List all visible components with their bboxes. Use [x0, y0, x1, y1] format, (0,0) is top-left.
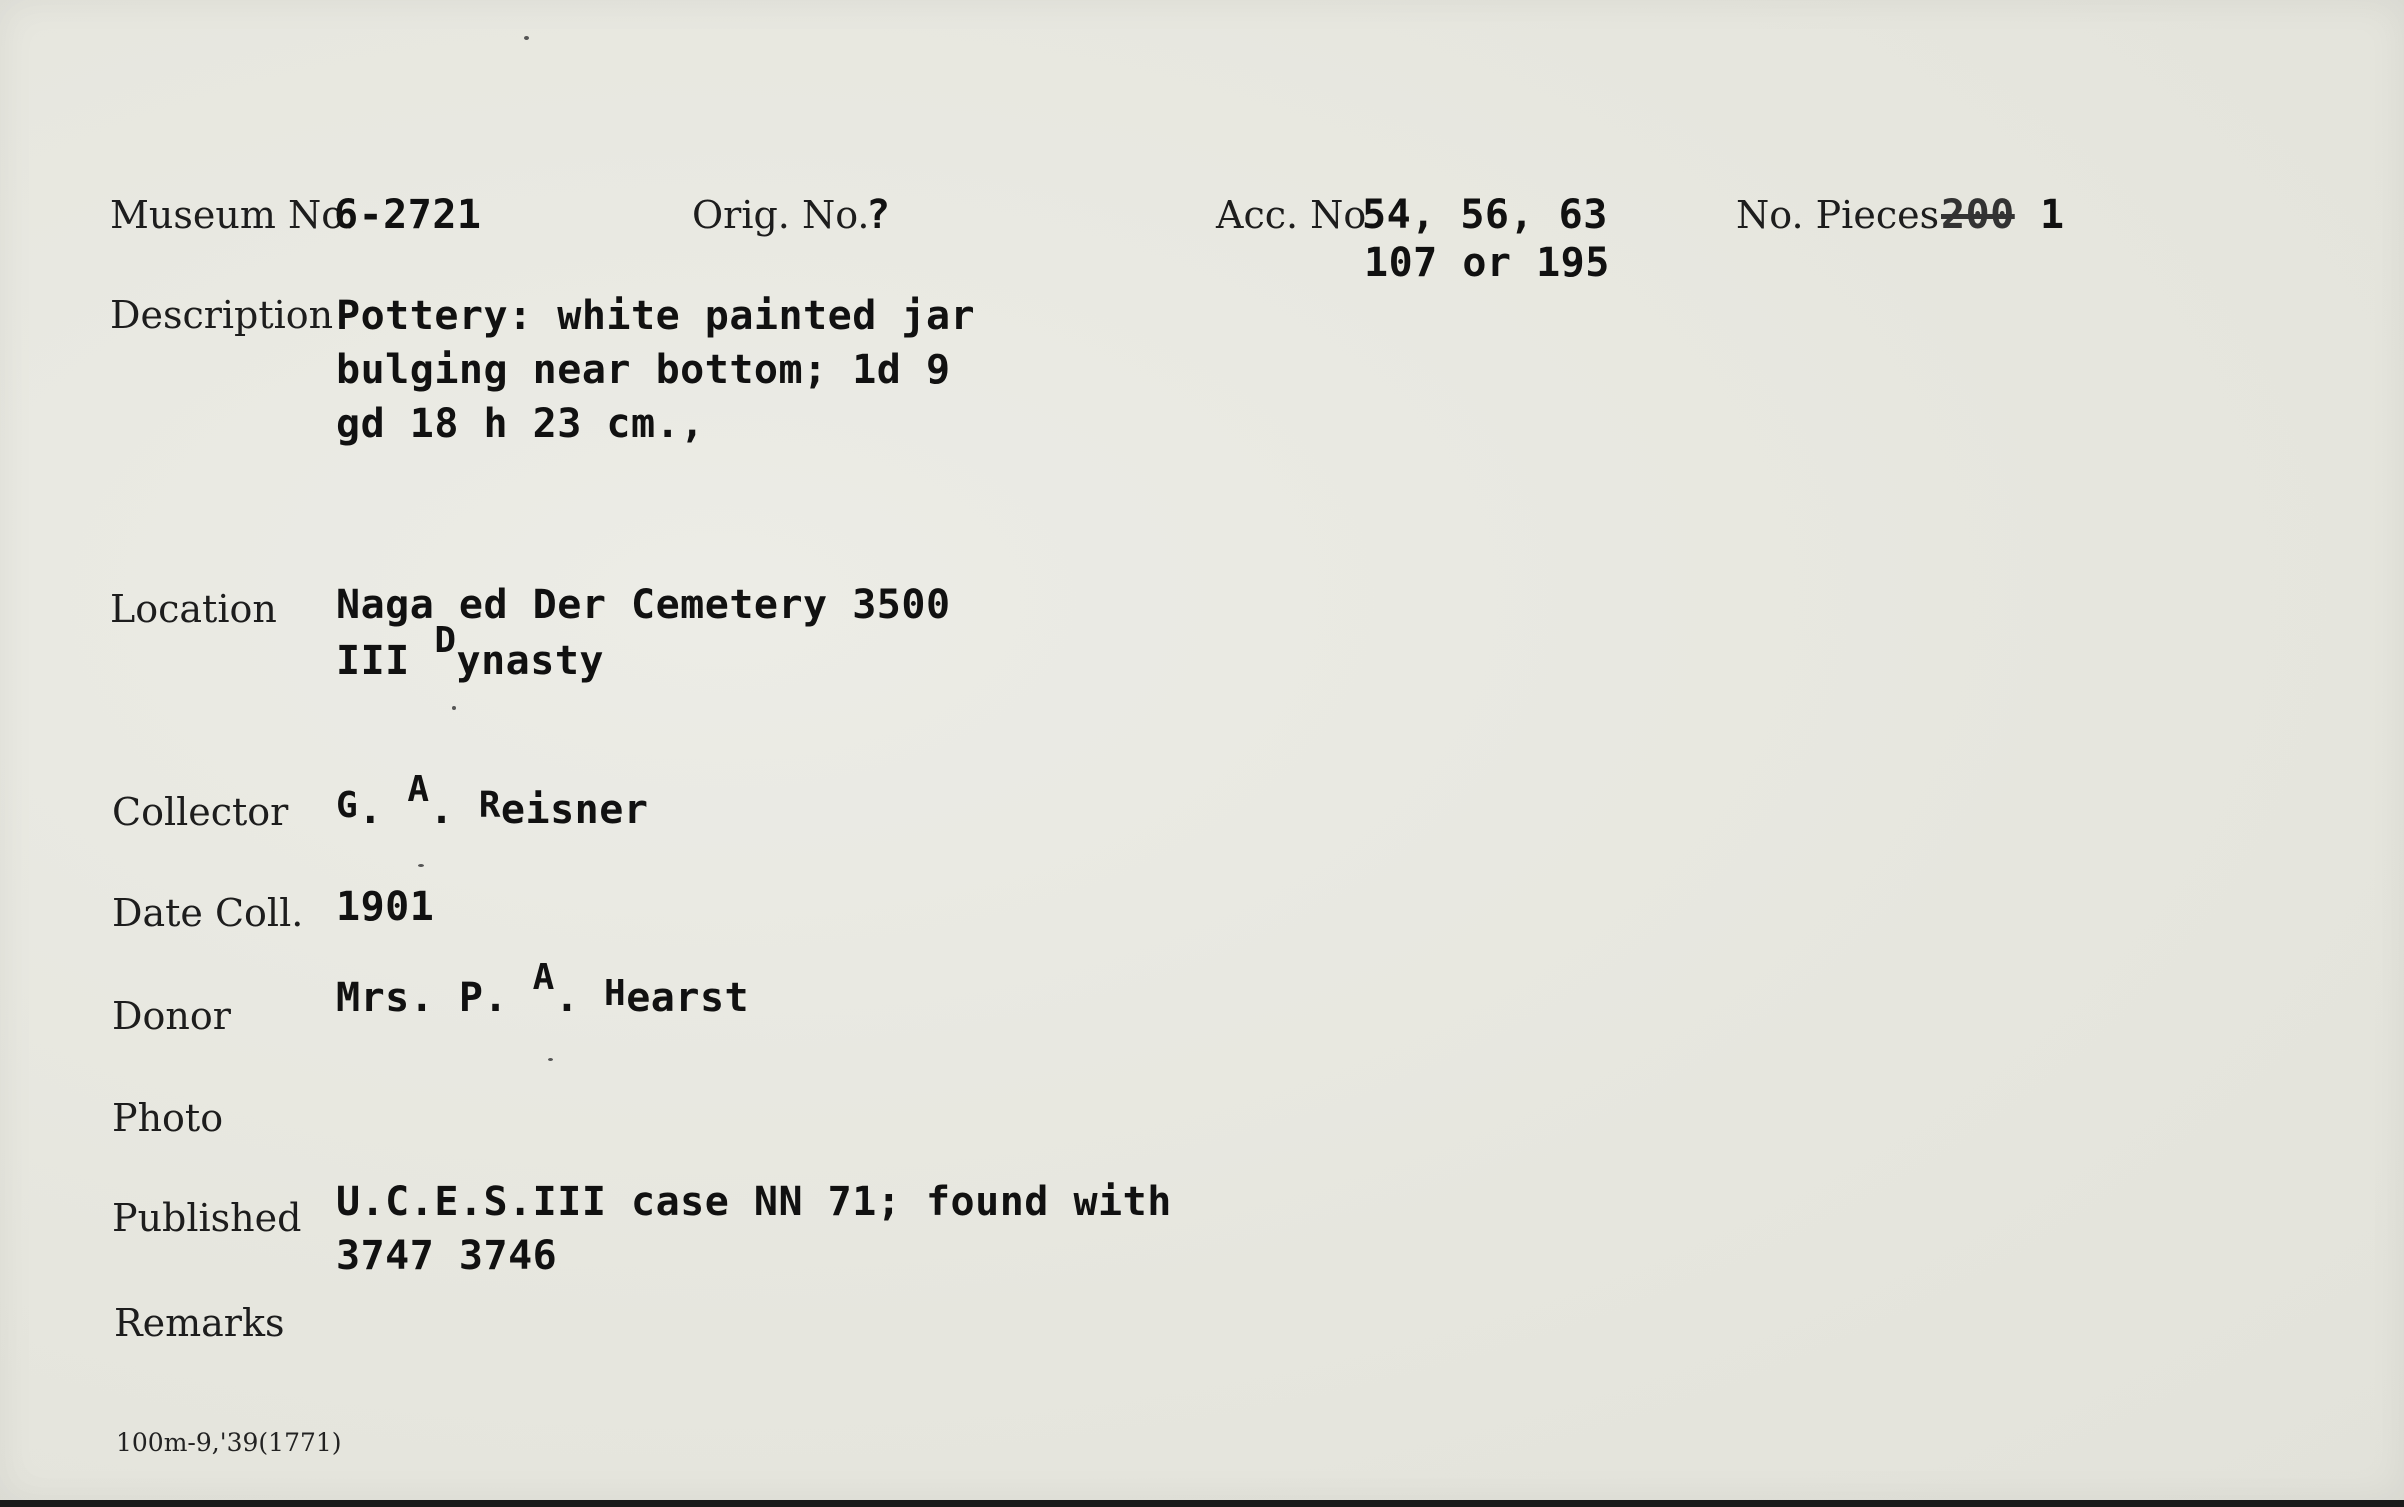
- donor-part-3: .: [554, 975, 605, 1021]
- location-dynasty-rest: ynasty: [456, 638, 605, 684]
- collector-part-3: A: [407, 769, 430, 810]
- collector-part-5: R: [478, 785, 501, 826]
- collector-part-1: G: [336, 785, 359, 826]
- published-line-1: U.C.E.S.III case NN 71; found with: [336, 1179, 1172, 1225]
- description-line-1: Pottery: white painted jar: [336, 293, 976, 339]
- published-line-2: 3747 3746: [336, 1233, 558, 1279]
- date-coll-label: Date Coll.: [112, 891, 304, 935]
- location-dynasty-prefix: III: [336, 638, 435, 684]
- collector-part-4: .: [429, 787, 479, 833]
- description-label: Description: [110, 293, 334, 337]
- location-line-2: [336, 620, 605, 684]
- orig-no-value: ?: [866, 192, 891, 238]
- remarks-label: Remarks: [114, 1301, 285, 1345]
- location-label: Location: [110, 587, 277, 631]
- date-coll-value: 1901: [336, 884, 435, 930]
- acc-no-line-1: 54, 56, 63: [1362, 192, 1608, 238]
- donor-label: Donor: [112, 994, 231, 1038]
- donor-part-5: earst: [626, 975, 750, 1021]
- description-line-2: bulging near bottom; 1d 9: [336, 347, 951, 393]
- acc-no-label: Acc. No.: [1216, 193, 1378, 237]
- museum-no-value: 6-2721: [334, 192, 482, 238]
- donor-part-2: A: [532, 957, 555, 998]
- print-code: 100m-9,'39(1771): [116, 1428, 342, 1457]
- no-pieces-struck-value: 200: [1941, 192, 2015, 238]
- no-pieces-value: 1: [2040, 192, 2065, 238]
- paper-speck: [452, 706, 456, 710]
- paper-speck: [524, 36, 529, 40]
- paper-speck: [418, 864, 424, 867]
- description-text: [336, 293, 976, 458]
- description-line-3: gd 18 h 23 cm.,: [336, 401, 705, 447]
- no-pieces-label: No. Pieces: [1736, 193, 1940, 237]
- donor-part-1: Mrs. P.: [336, 975, 533, 1021]
- published-text: [336, 1179, 1172, 1290]
- photo-label: Photo: [112, 1096, 224, 1140]
- orig-no-label: Orig. No.: [692, 193, 870, 237]
- collector-value: [336, 769, 649, 833]
- donor-value: [336, 957, 750, 1021]
- collector-label: Collector: [112, 790, 289, 834]
- location-dynasty-sup: D: [434, 620, 457, 661]
- museum-no-label: Museum No.: [110, 193, 356, 237]
- collector-part-6: eisner: [500, 787, 649, 833]
- donor-part-4: H: [604, 973, 627, 1014]
- collector-part-2: .: [358, 787, 408, 833]
- acc-no-line-2: 107 or 195: [1364, 240, 1610, 286]
- location-line-1: Naga ed Der Cemetery 3500: [336, 582, 951, 628]
- paper-speck: [548, 1058, 553, 1061]
- published-label: Published: [112, 1196, 302, 1240]
